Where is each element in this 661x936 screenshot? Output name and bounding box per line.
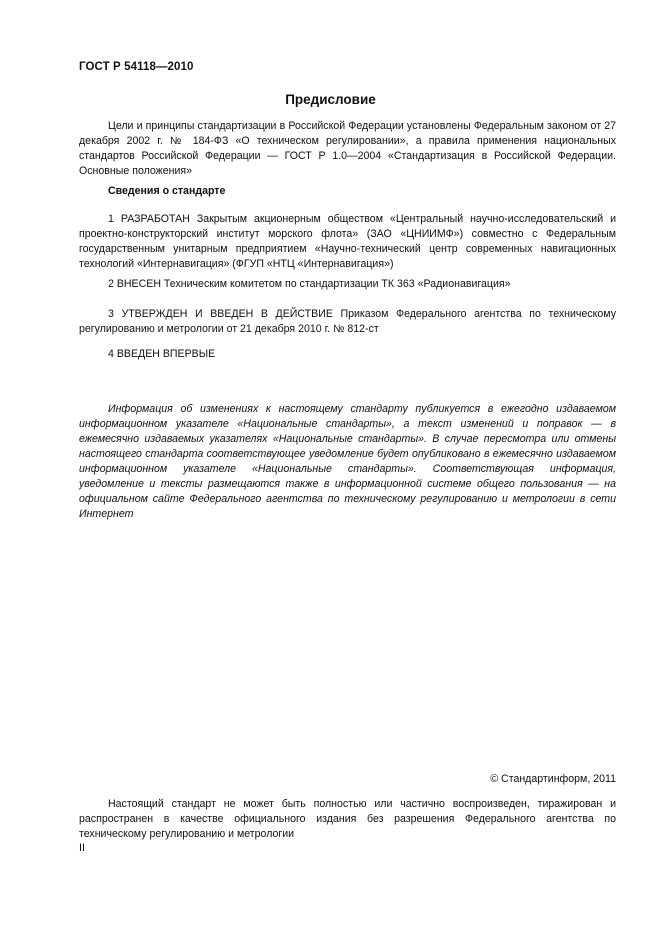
intro-paragraph: Цели и принципы стандартизации в Российской Федерации установлены Федеральным законом от 27 декабря 2002 г. № 184-ФЗ «О техническом регулировании», а правила применения национальных стандартов Российской Федерации — ГОСТ Р 1.0—2004 «Стандартизация в Российской Федерации. Основные положения» bbox=[79, 120, 616, 177]
document-code: ГОСТ Р 54118—2010 bbox=[79, 61, 194, 73]
copyright-line: © Стандартинформ, 2011 bbox=[490, 773, 616, 785]
changes-notice: Информация об изменениях к настоящему стандарту публикуется в ежегодно издаваемом информационном указателе «Национальные стандарты», а текст изменений и поправок — в ежемесячно издаваемых указателях «Национальные стандарты». В случае пересмотра или отмены настоящего стандарта соответствующее уведомление будет опубликовано в ежемесячно издаваемом информационном указателе «Национальные стандарты». Соответствующая информация, уведомление и тексты размещаются также в информационной системе общего пользования — на официальном сайте Федерального агентства по техническому регулированию и метрологии в сети Интернет bbox=[79, 403, 616, 520]
info-item-approved: 3 УТВЕРЖДЕН И ВВЕДЕН В ДЕЙСТВИЕ Приказом Федерального агентства по техническому регулированию и метрологии от 21 декабря 2010 г. № 812-ст bbox=[79, 308, 616, 335]
page-number: II bbox=[79, 842, 85, 854]
info-item-introduced: 2 ВНЕСЕН Техническим комитетом по стандартизации ТК 363 «Радионавигация» bbox=[108, 278, 511, 290]
info-item-first-introduced: 4 ВВЕДЕН ВПЕРВЫЕ bbox=[108, 348, 216, 360]
page-title: Предисловие bbox=[285, 92, 376, 107]
reproduction-notice: Настоящий стандарт не может быть полностью или частично воспроизведен, тиражирован и распространен в качестве официального издания без разрешения Федерального агентства по техническому регулированию и метрологии bbox=[79, 798, 616, 840]
section-heading: Сведения о стандарте bbox=[108, 185, 226, 197]
info-item-developed: 1 РАЗРАБОТАН Закрытым акционерным обществом «Центральный научно-исследовательский и проектно-конструкторский институт морского флота» (ЗАО «ЦНИИМФ») совместно с Федеральным государственным унитарным предприятием «Научно-технический центр современных навигационных технологий «Интернавигация» (ФГУП «НТЦ «Интернавигация») bbox=[79, 213, 616, 270]
